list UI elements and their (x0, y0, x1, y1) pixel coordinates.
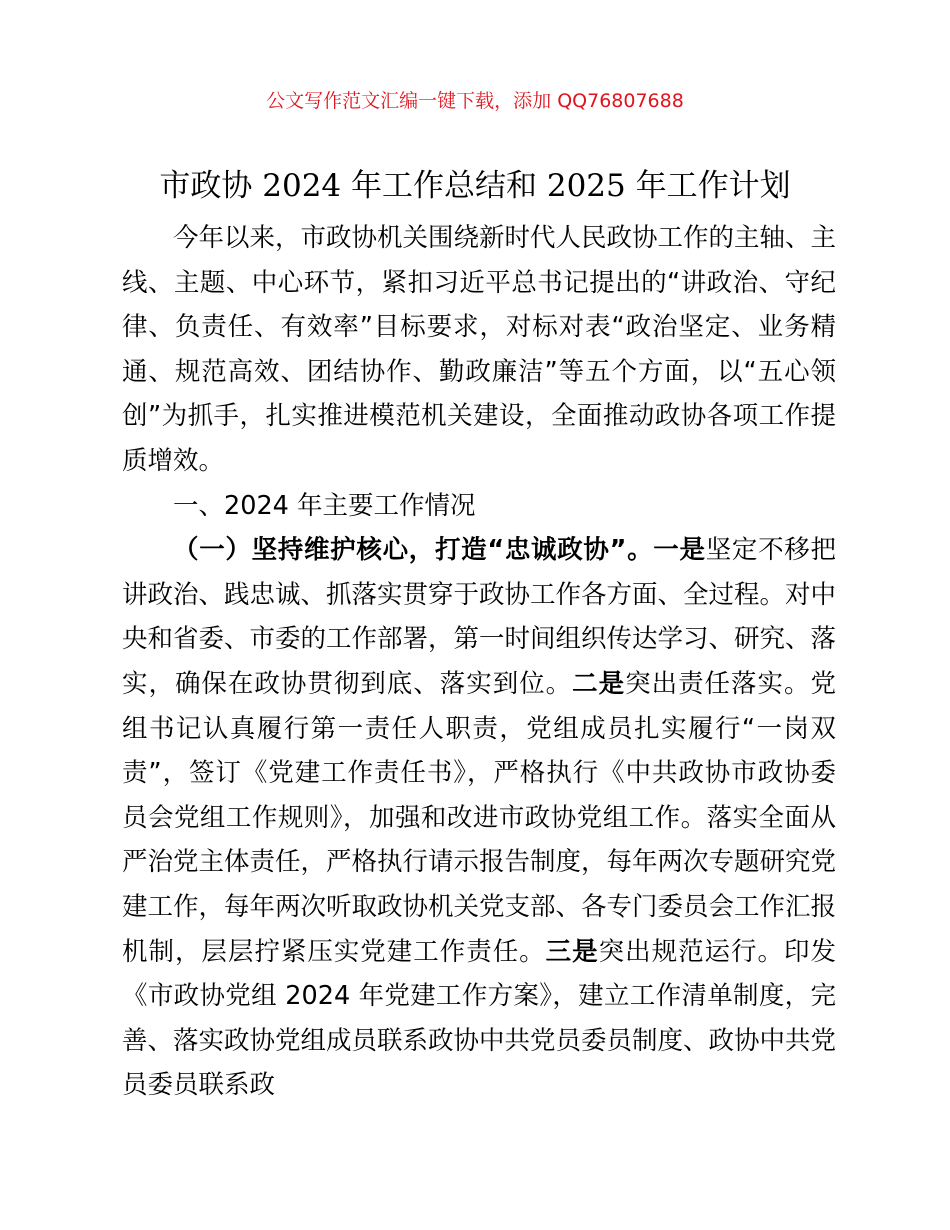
document-title: 市政协 2024 年工作总结和 2025 年工作计划 (159, 168, 791, 204)
point-label: 二是 (572, 668, 626, 699)
document-body (122, 216, 836, 1108)
point-label: 一是 (653, 535, 706, 566)
point-label: 三是 (545, 936, 599, 967)
subsection-heading: （一）坚持维护核心，打造“忠诚政协”。 (173, 535, 654, 566)
subsection-paragraph (122, 528, 836, 1108)
point-text: 突出规范运行。印发《市政协党组 2024 年党建工作方案》，建立工作清单制度，完善、落实政协党组成员联系政协中共党员委员制度、政协中共党员委员联系政 (122, 936, 837, 1101)
point-text: 坚定不移把讲政治、践忠诚、抓落实贯穿于政协工作各方面、全过程。对中央和省委、市委的工作部署，第一时间组织传达学习、研究、落实，确保在政协贯彻到底、落实到位。 (122, 535, 837, 699)
point-text: 突出责任落实。党组书记认真履行第一责任人职责，党组成员扎实履行“一岗双责”，签订《党建工作责任书》，严格执行《中共政协市政协委员会党组工作规则》，加强和改进市政协党组工作。落实全面从严治党主体责任，严格执行请示报告制度，每年两次专题研究党建工作，每年两次听取政协机关党支部、各专门委员会工作汇报机制，层层拧紧压实党建工作责任。 (122, 668, 837, 967)
section-heading: 一、2024 年主要工作情况 (173, 490, 476, 521)
intro-paragraph: 今年以来，市政协机关围绕新时代人民政协工作的主轴、主线、主题、中心环节，紧扣习近平总书记提出的“讲政治、守纪律、负责任、有效率”目标要求，对标对表“政治坚定、业务精通、规范高效、团结协作、勤政廉洁”等五个方面，以“五心领创”为抓手，扎实推进模范机关建设，全面推动政协各项工作提质增效。 (122, 223, 837, 476)
download-banner: 公文写作范文汇编一键下载，添加 QQ76807688 (266, 90, 684, 112)
